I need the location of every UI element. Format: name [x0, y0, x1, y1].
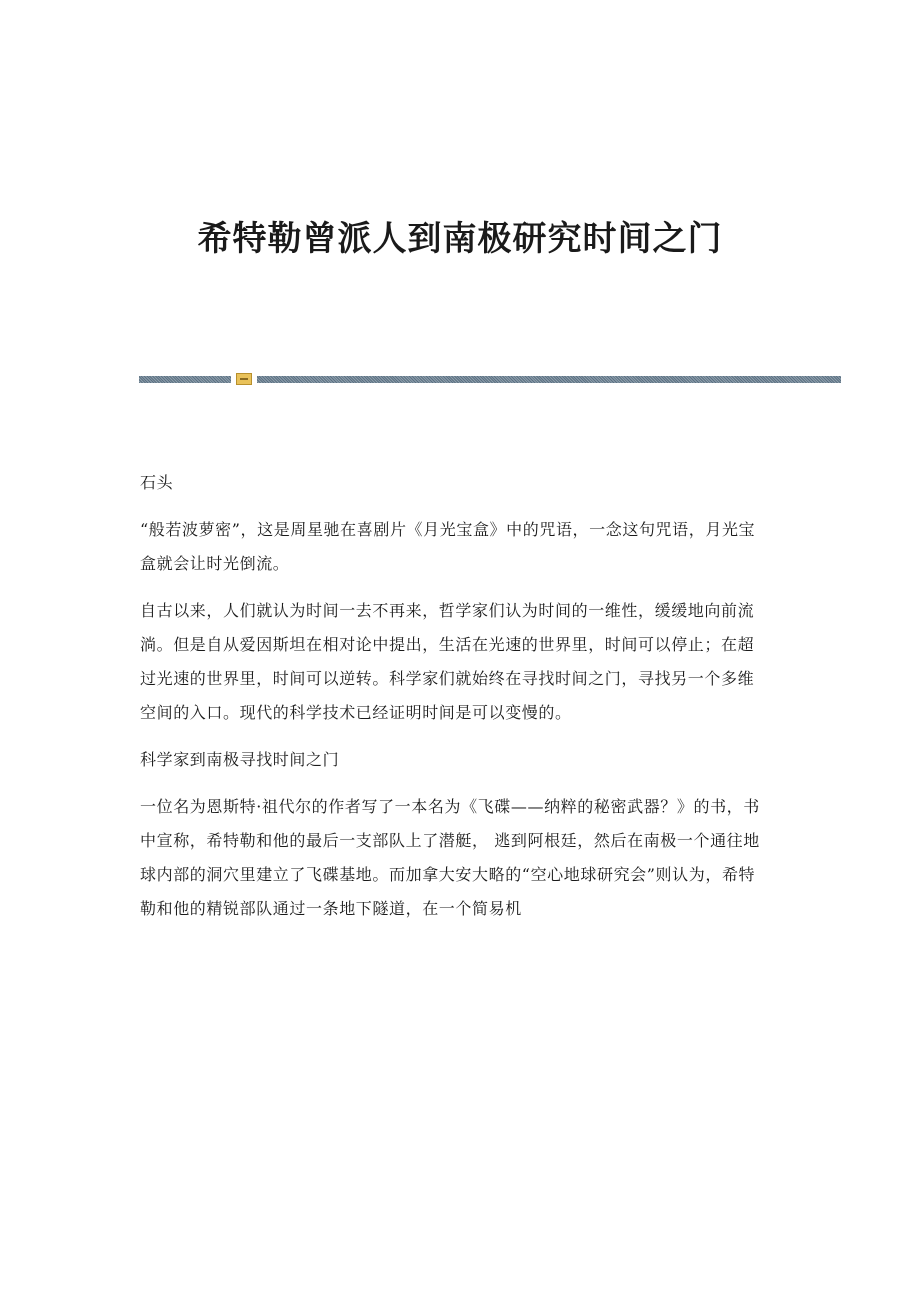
divider-bar-right [257, 376, 841, 383]
title-divider [139, 373, 841, 385]
paragraph: 一位名为恩斯特·祖代尔的作者写了一本名为《飞碟——纳粹的秘密武器？》的书，书中宣称，希特勒和他的最后一支部队上了潜艇， 逃到阿根廷，然后在南极一个通往地球内部的洞穴里建立了飞碟基地。而加拿大安大略的“空心地球研究会”则认为，希特勒和他的精锐部队通过一条地下隧道，在一个简易机 [140, 797, 760, 918]
section-heading: 科学家到南极寻找时间之门 [140, 750, 340, 769]
paragraph: “般若波萝密”，这是周星驰在喜剧片《月光宝盒》中的咒语，一念这句咒语，月光宝盒就会让时光倒流。 [140, 520, 756, 573]
divider-bar-left [139, 376, 231, 383]
paragraph: 自古以来，人们就认为时间一去不再来，哲学家们认为时间的一维性，缓缓地向前流淌。但是自从爱因斯坦在相对论中提出，生活在光速的世界里，时间可以停止；在超过光速的世界里，时间可以逆转。科学家们就始终在寻找时间之门，寻找另一个多维空间的入口。现代的科学技术已经证明时间是可以变慢的。 [140, 601, 755, 722]
document-title: 希特勒曾派人到南极研究时间之门 [197, 219, 723, 259]
divider-ornament-icon [236, 373, 252, 385]
byline: 石头 [140, 473, 174, 492]
document-body [140, 466, 780, 939]
